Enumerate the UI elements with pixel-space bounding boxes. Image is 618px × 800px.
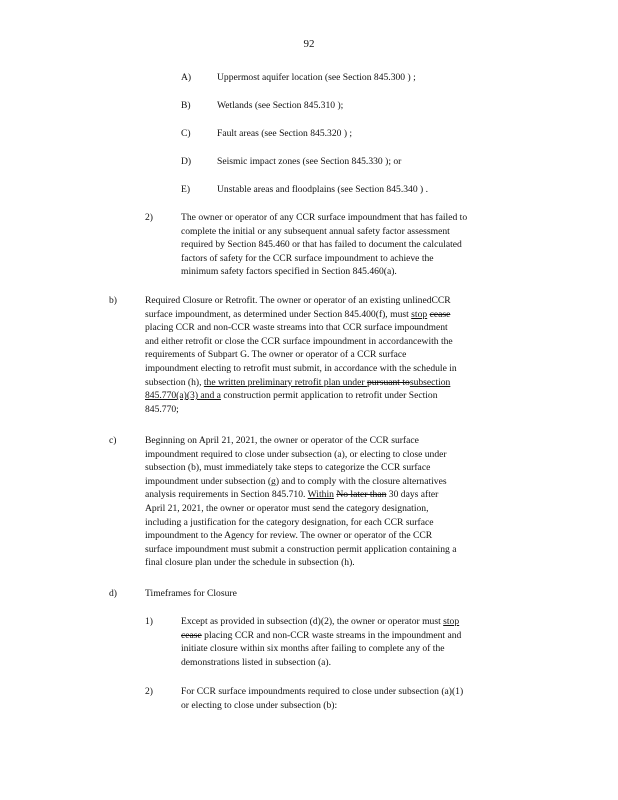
item-d1-label: 1) [145,616,153,627]
inserted-text: Within [307,489,334,501]
text-line: including a justification for the category designation, for each CCR surface [145,516,434,528]
text-line: Beginning on April 21, 2021, the owner or operator of the CCR surface [145,435,419,446]
item-c-text [145,434,541,570]
text-segment: analysis requirements in Section 845.710. [145,489,306,501]
item-b-text [145,294,541,416]
text-line [145,376,541,390]
text-segment: Except as provided in subsection (d)(2), the owner or operator must [181,616,444,627]
list-item-text: Wetlands (see Section 845.310 ); [217,100,344,111]
text-line [145,389,541,403]
text-line: Required Closure or Retrofit. The owner or operator of an existing unlinedCCR [145,295,451,306]
item-2-text [181,211,541,279]
item-b-label: b) [109,295,117,306]
inserted-text: the written preliminary retrofit plan under [203,376,367,388]
text-line: 845.770; [145,403,179,415]
text-line: For CCR surface impoundments required to close under subsection (a)(1) [181,686,464,697]
text-line: surface impoundment must submit a construction permit application containing a [145,543,457,555]
text-segment: construction permit application to retrofit under Section [220,390,438,402]
text-line: or electing to close under subsection (b): [181,699,338,711]
text-segment: 30 days after [386,489,439,501]
item-d-heading: Timeframes for Closure [145,588,237,599]
text-line: The owner or operator of any CCR surface impoundment that has failed to [181,212,468,223]
text-line: required by Section 845.460 or that has failed to document the calculated [181,239,462,251]
text-segment: surface impoundment, as determined under Section 845.400(f), must [145,308,412,320]
text-segment: subsection (h), [145,376,204,388]
item-d1-text [181,615,531,669]
text-line: factors of safety for the CCR surface impoundment to achieve the [181,252,434,264]
item-d2-label: 2) [145,686,153,697]
item-d2-text [181,685,531,712]
text-line: placing CCR and non-CCR waste streams into that CCR surface impoundment [145,322,448,334]
text-line: impoundment required to close under subsection (a), or electing to close under [145,448,447,460]
text-line: April 21, 2021, the owner or operator must send the category designation, [145,502,429,514]
text-line: minimum safety factors specified in Section 845.460(a). [181,266,397,278]
text-line [145,488,541,502]
text-line [145,308,541,322]
list-item-label: B) [181,100,191,111]
text-line: and either retrofit or close the CCR surface impoundment in accordancewith the [145,335,453,347]
item-d-label: d) [109,588,117,599]
list-item-text: Seismic impact zones (see Section 845.330 ); or [217,156,402,167]
deleted-text: cease [429,308,451,320]
list-item-label: A) [181,72,192,83]
text-line: initiate closure within six months after failing to complete any of the [181,643,445,655]
inserted-text: 845.770(a)(3) and a [145,390,221,402]
text-line [181,615,531,629]
list-item-text: Fault areas (see Section 845.320 ) ; [217,128,353,139]
list-item-label: C) [181,128,191,139]
deleted-text: pursuant to [366,376,410,388]
text-line: complete the initial or any subsequent annual safety factor assessment [181,225,450,237]
text-line: demonstrations listed in subsection (a). [181,656,332,668]
page-number: 92 [303,38,315,50]
text-line: impoundment to the Agency for review. The owner or operator of the CCR [145,530,433,542]
inserted-text: subsection [409,376,451,388]
inserted-text: stop [411,308,428,320]
list-item-text: Uppermost aquifer location (see Section 845.300 ) ; [217,72,416,83]
text-line: final closure plan under the schedule in subsection (h). [145,557,355,569]
item-c-label: c) [109,435,117,446]
text-line: impoundment under subsection (g) and to comply with the closure alternatives [145,475,447,487]
text-line [181,629,531,643]
list-item-text: Unstable areas and floodplains (see Section 845.340 ) . [217,184,429,195]
text-line: requirements of Subpart G. The owner or operator of a CCR surface [145,349,407,361]
deleted-text: cease [181,629,202,641]
list-item-label: D) [181,156,192,167]
inserted-text: stop [443,616,460,627]
text-segment: placing CCR and non-CCR waste streams in the impoundment and [201,629,462,641]
text-line: impoundment electing to retrofit must submit, in accordance with the schedule in [145,362,457,374]
item-2-label: 2) [145,212,153,223]
list-item-label: E) [181,184,191,195]
text-line: subsection (b), must immediately take steps to categorize the CCR surface [145,462,431,474]
deleted-text: No later than [336,489,387,501]
